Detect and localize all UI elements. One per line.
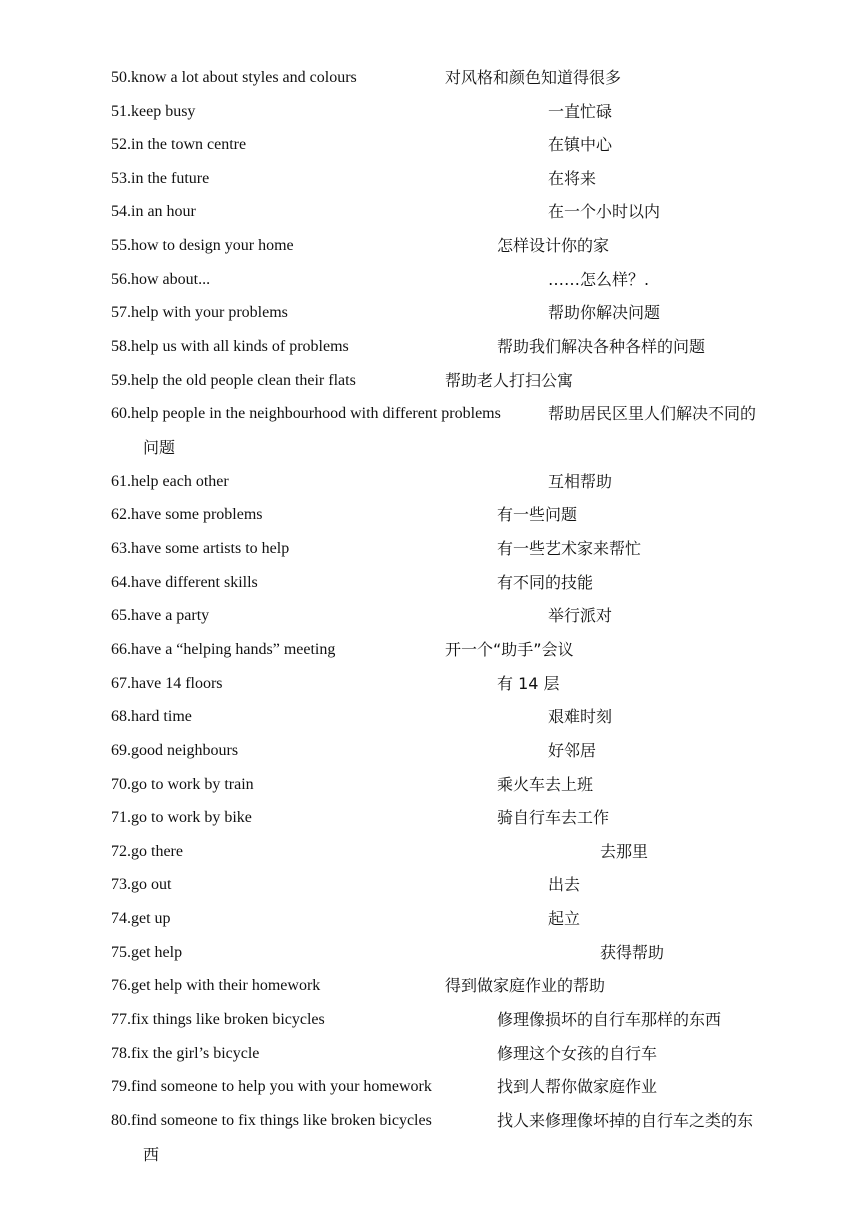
phrase-chinese: 有不同的技能 <box>497 573 594 592</box>
list-item <box>111 503 811 527</box>
list-item <box>111 974 811 998</box>
phrase-chinese: 怎样设计你的家 <box>497 236 610 255</box>
list-item <box>111 773 811 797</box>
phrase-chinese: 在一个小时以内 <box>548 202 661 221</box>
list-item <box>111 133 811 157</box>
phrase-english: 53.in the future <box>111 170 210 187</box>
list-item <box>111 1042 811 1066</box>
phrase-english: 80.find someone to fix things like broken bicycles <box>111 1112 432 1129</box>
phrase-chinese: 在将来 <box>548 169 597 188</box>
list-item <box>111 234 811 258</box>
phrase-english: 61.help each other <box>111 473 229 490</box>
phrase-english: 62.have some problems <box>111 506 263 523</box>
list-item <box>111 739 811 763</box>
phrase-chinese: 找人来修理像坏掉的自行车之类的东 <box>497 1111 754 1130</box>
phrase-chinese: 有一些问题 <box>497 505 578 524</box>
phrase-english: 72.go there <box>111 843 183 860</box>
phrase-chinese: 帮助老人打扫公寓 <box>445 371 574 390</box>
list-item <box>111 941 811 965</box>
phrase-english: 65.have a party <box>111 607 210 624</box>
phrase-english: 74.get up <box>111 910 171 927</box>
phrase-chinese: 在镇中心 <box>548 135 613 154</box>
phrase-chinese: 修理像损坏的自行车那样的东西 <box>497 1010 722 1029</box>
list-item <box>111 100 811 124</box>
phrase-chinese: 互相帮助 <box>548 472 613 491</box>
phrase-english: 79.find someone to help you with your homework <box>111 1078 432 1095</box>
list-item <box>111 705 811 729</box>
phrase-chinese: 对风格和颜色知道得很多 <box>445 68 622 87</box>
list-item <box>111 470 811 494</box>
phrase-english: 59.help the old people clean their flats <box>111 372 356 389</box>
list-item <box>111 369 811 393</box>
list-item <box>111 604 811 628</box>
phrase-english: 67.have 14 floors <box>111 675 223 692</box>
phrase-english: 76.get help with their homework <box>111 977 321 994</box>
phrase-chinese: 帮助我们解决各种各样的问题 <box>497 337 706 356</box>
phrase-chinese: 得到做家庭作业的帮助 <box>445 976 606 995</box>
phrase-english: 69.good neighbours <box>111 742 239 759</box>
phrase-english: 68.hard time <box>111 708 192 725</box>
phrase-chinese: 举行派对 <box>548 606 613 625</box>
phrase-english: 75.get help <box>111 944 183 961</box>
phrase-chinese: 去那里 <box>600 842 649 861</box>
list-item <box>111 335 811 359</box>
phrase-english: 78.fix the girl’s bicycle <box>111 1045 260 1062</box>
list-item <box>111 66 811 90</box>
phrase-chinese: 帮助居民区里人们解决不同的 <box>548 404 757 423</box>
phrase-english: 63.have some artists to help <box>111 540 290 557</box>
phrase-chinese-continued: 问题 <box>143 438 176 457</box>
phrase-chinese: ……怎么样？. <box>548 270 650 289</box>
phrase-english: 64.have different skills <box>111 574 258 591</box>
phrase-chinese: 找到人帮你做家庭作业 <box>497 1077 658 1096</box>
phrase-english: 60.help people in the neighbourhood with different problems <box>111 405 501 422</box>
list-item <box>111 1008 811 1032</box>
phrase-english: 54.in an hour <box>111 203 196 220</box>
list-item <box>111 1109 811 1167</box>
phrase-english: 71.go to work by bike <box>111 809 252 826</box>
phrase-chinese: 起立 <box>548 909 581 928</box>
phrase-english: 58.help us with all kinds of problems <box>111 338 349 355</box>
phrase-chinese: 开一个“助手”会议 <box>445 640 574 659</box>
list-item <box>111 200 811 224</box>
phrase-chinese: 修理这个女孩的自行车 <box>497 1044 658 1063</box>
list-item <box>111 907 811 931</box>
phrase-chinese: 有 14 层 <box>497 674 560 693</box>
phrase-english: 56.how about... <box>111 271 211 288</box>
list-item <box>111 873 811 897</box>
list-item <box>111 268 811 292</box>
phrase-english: 70.go to work by train <box>111 776 254 793</box>
phrase-chinese: 有一些艺术家来帮忙 <box>497 539 642 558</box>
list-item <box>111 402 811 460</box>
list-item <box>111 537 811 561</box>
phrase-english: 57.help with your problems <box>111 304 288 321</box>
phrase-chinese: 好邻居 <box>548 741 597 760</box>
phrase-chinese: 帮助你解决问题 <box>548 303 661 322</box>
list-item <box>111 806 811 830</box>
list-item <box>111 167 811 191</box>
phrase-english: 50.know a lot about styles and colours <box>111 69 357 86</box>
phrase-chinese: 艰难时刻 <box>548 707 613 726</box>
phrase-chinese: 获得帮助 <box>600 943 665 962</box>
list-item <box>111 672 811 696</box>
list-item <box>111 571 811 595</box>
phrase-english: 52.in the town centre <box>111 136 247 153</box>
phrase-chinese: 一直忙碌 <box>548 102 613 121</box>
phrase-english: 73.go out <box>111 876 172 893</box>
list-item <box>111 840 811 864</box>
phrase-chinese: 骑自行车去工作 <box>497 808 610 827</box>
list-item <box>111 301 811 325</box>
phrase-english: 51.keep busy <box>111 103 196 120</box>
list-item <box>111 1075 811 1099</box>
phrase-chinese: 乘火车去上班 <box>497 775 594 794</box>
phrase-english: 55.how to design your home <box>111 237 294 254</box>
phrase-chinese: 出去 <box>548 875 581 894</box>
phrase-chinese-continued: 西 <box>143 1145 160 1164</box>
phrase-english: 66.have a “helping hands” meeting <box>111 641 336 658</box>
list-item <box>111 638 811 662</box>
phrase-english: 77.fix things like broken bicycles <box>111 1011 325 1028</box>
